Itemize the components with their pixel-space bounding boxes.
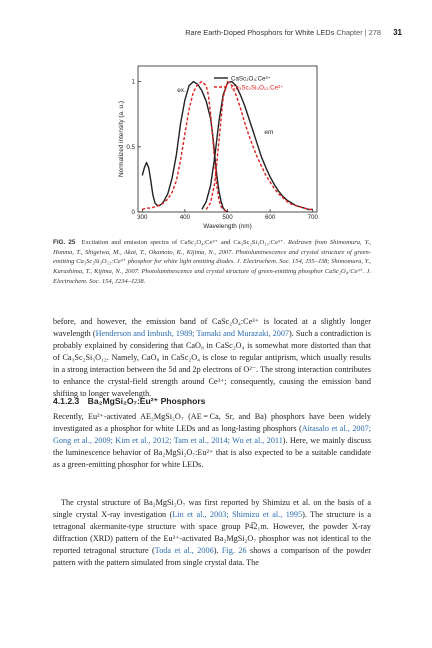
section-number: 4.1.2.3 [53, 396, 80, 406]
paragraph-2 [53, 411, 371, 471]
paragraph-1 [53, 316, 371, 400]
paragraph-2-text-b: ). Here, we mainly discuss the luminescence behavior of Ba₂MgSi₂O₇:Eu²⁺ that is also expected to be a suitable candidate as a green-emitting phosphor for white LEDs. [53, 436, 371, 469]
spectra-chart [0, 0, 432, 240]
x-tick-label: 600 [264, 214, 276, 221]
x-tick-label: 500 [222, 214, 233, 221]
x-tick-label: 300 [137, 214, 148, 221]
annotation-label: ex. [177, 87, 186, 95]
running-title: Rare Earth-Doped Phosphors for White LEDs [185, 28, 335, 37]
plot-frame [138, 66, 317, 212]
caption-label: FIG. 25 [53, 239, 76, 246]
paragraph-2-text-a: Recently, Eu²⁺-activated AE₂MgSi₂O₇ (AE = Ca, Sr, and Ba) phosphors have been widely investigated as a phosphor for white LEDs and as long-lasting phosphors ( [53, 412, 371, 433]
paragraph-1-text-b: ). Such a contradiction is probably explained by considering that CaO₈ in CaSc₂O₄ is somewhat more distorted than that of Ca₃Sc₂Si₃O₁₂. Namely, CaO₈ in CaSc₂O₄ is close to regular antiprism, which usually results in a strong interaction between the 5d and 2p electrons of O²⁻. The strong interaction contributes to enhance the crystal-field strength around Ce³⁺; consequently, causing the emission band shifting to longer wavelength. [53, 329, 371, 398]
y-tick-label: 1 [131, 78, 135, 86]
paragraph-3-text-a: The crystal structure of Ba₂MgSi₂O₇ was first reported by Shimizu et al. on the basis of a single crystal X-ray investigation ( [53, 498, 371, 519]
paragraph-1-text-a: before, and however, the emission band of CaSc₂O₄:Ce³⁺ is located at a slightly longer wavelength ( [53, 317, 371, 338]
annotation-label: em [264, 128, 274, 136]
page-number: 31 [393, 28, 402, 37]
paragraph-3-text-d: shows a comparison of the powder pattern with the pattern simulated from single crystal data. The [53, 546, 371, 567]
series-line-1 [142, 82, 227, 212]
section-title: Ba₂MgSi₂O₇:Eu²⁺ Phosphors [87, 396, 206, 406]
caption-redrawn-from: Redrawn from Shimomura, Y., Honma, T., Shigeiwa, M., Akai, T., Okamoto, K., Kijima, N., 2007. Photoluminescence and crystal structure of green-emitting Ca₃Sc₂Si₃O₁₂:Ce³⁺ phosphor for white light emitting diodes. J. Electrochem. Soc. 154, J35–J38; Shimomura, Y., Kurushima, T., Kijima, N., 2007. Photoluminescence and crystal structure of green-emitting phosphor CaSc₂O₄:Ce³⁺. J. Electrochem. Soc. 154, J234–J238. [53, 239, 372, 285]
series-line-4 [206, 82, 313, 210]
x-tick-label: 400 [179, 214, 191, 221]
section-heading [53, 396, 371, 407]
y-axis-label: Normalized intensity (a. u.) [118, 100, 125, 178]
legend-label: CaSc₂O₄:Ce³⁺ [231, 75, 271, 83]
y-tick-label: 0 [131, 209, 135, 216]
citation-link[interactable]: Lin et al., 2003; Shimizu et al., 1995 [172, 510, 303, 519]
figure-caption [53, 238, 371, 287]
caption-text: Excitation and emission spectra of CaSc₂O₄:Ce³⁺ and Ca₃Sc₂Si₃O₁₂:Ce³⁺. [81, 239, 285, 246]
paragraph-3 [53, 497, 371, 569]
legend-label: Ca₃Sc₂Si₃O₁₂:Ce³⁺ [231, 84, 284, 92]
citation-link[interactable]: Aitasalo et al., 2007; Gong et al., 2009; Kim et al., 2012; Tam et al., 2014; Wu et al., 2011 [53, 424, 371, 445]
citation-link[interactable]: Henderson and Imbush, 1989; Tamaki and Murazaki, 2007 [95, 329, 290, 338]
x-axis-label: Wavelength (nm) [203, 223, 252, 230]
citation-link[interactable]: Toda et al., 2006 [154, 546, 214, 555]
y-tick-label: 0.5 [126, 143, 135, 151]
paragraph-3-text-c: ). [213, 546, 222, 555]
paragraph-3-text-b: ). The structure is a tetragonal akermanite-type structure with space group P4̅2₁m. However, the powder X-ray diffraction (XRD) pattern of the Eu²⁺-activated Ba₂MgSi₂O₇ phosphor was not identical to the reported tetragonal structure ( [53, 510, 372, 555]
figure-reference-link[interactable]: Fig. 26 [221, 546, 247, 555]
x-tick-label: 700 [307, 214, 318, 221]
chapter-label: Chapter | 278 [336, 28, 382, 37]
